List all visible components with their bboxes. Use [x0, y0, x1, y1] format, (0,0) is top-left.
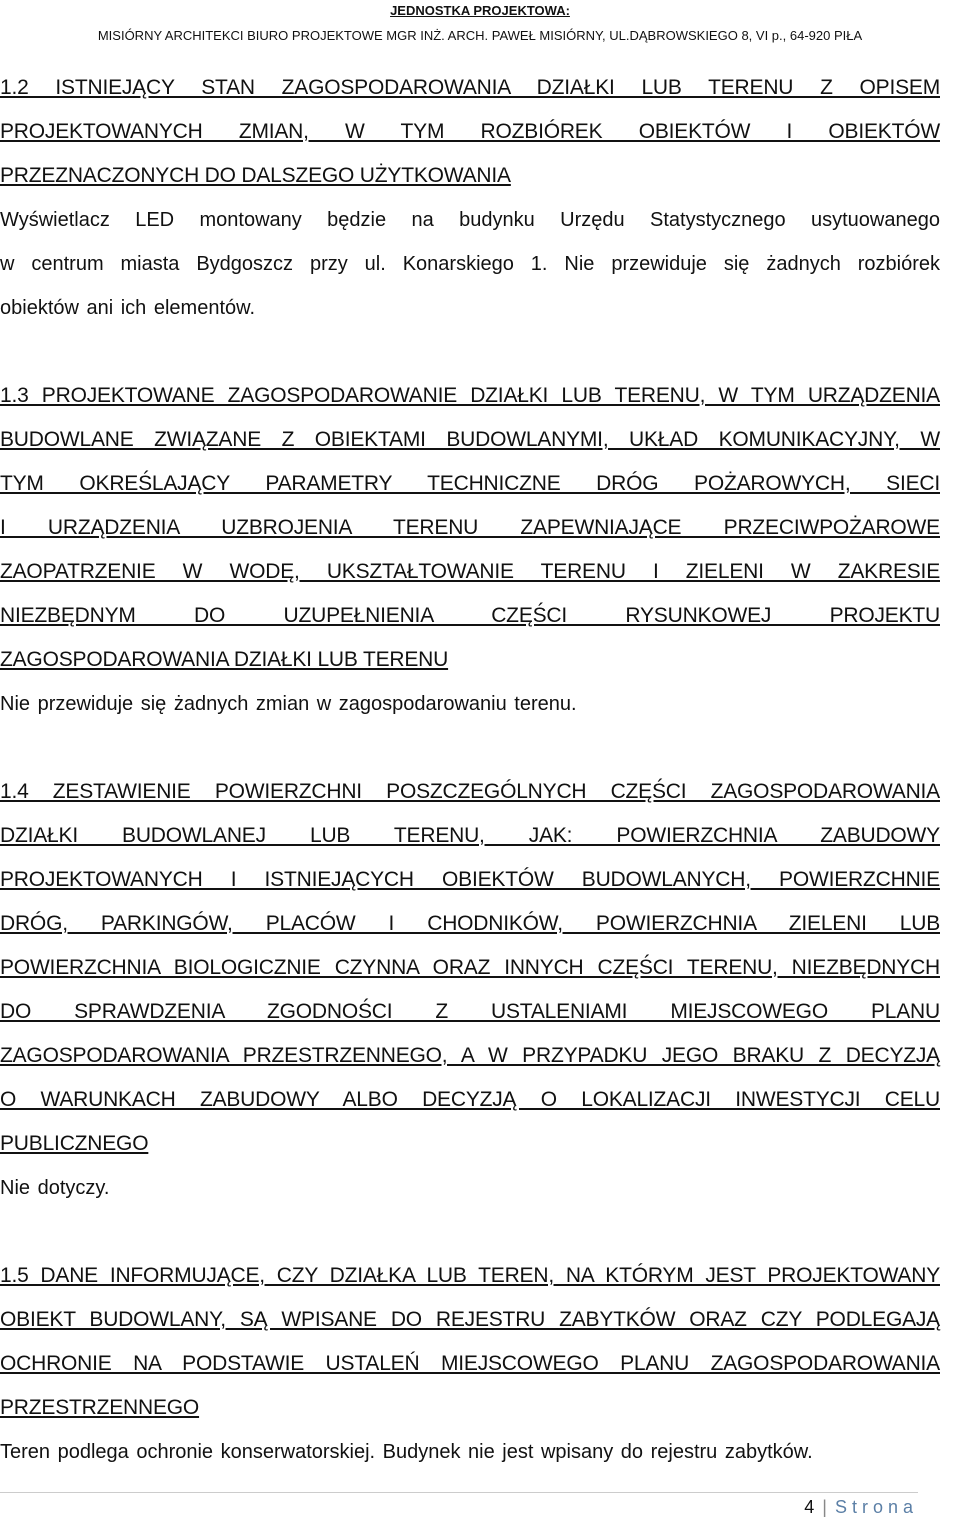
body-line: Nie dotyczy.	[0, 1177, 110, 1199]
page-footer	[0, 1492, 918, 1518]
heading-line: POWIERZCHNIA BIOLOGICZNIE CZYNNA ORAZ INNYCH CZĘŚCI TERENU, NIEZBĘDNYCH	[0, 956, 940, 979]
heading-line: O WARUNKACH ZABUDOWY ALBO DECYZJĄ O LOKALIZACJI INWESTYCJI CELU	[0, 1088, 940, 1111]
header-unit-address: MISIÓRNY ARCHITEKCI BIURO PROJEKTOWE MGR INŻ. ARCH. PAWEŁ MISIÓRNY, UL.DĄBROWSKIEGO 8, VI p., 64-920 PIŁA	[97, 28, 863, 43]
heading-line: PRZESTRZENNEGO	[0, 1396, 200, 1419]
body-line: Wyświetlacz LED montowany będzie na budynku Urzędu Statystycznego usytuowanego	[0, 209, 940, 231]
body-line: Nie przewiduje się żadnych zmian w zagospodarowaniu terenu.	[0, 693, 577, 715]
page-header	[0, 0, 960, 44]
body-line: obiektów ani ich elementów.	[0, 297, 256, 319]
heading-line: DRÓG, PARKINGÓW, PLACÓW I CHODNIKÓW, POWIERZCHNIA ZIELENI LUB	[0, 912, 940, 935]
body-line: w centrum miasta Bydgoszcz przy ul. Konarskiego 1. Nie przewiduje się żadnych rozbiórek	[0, 253, 940, 275]
section-heading	[0, 1254, 940, 1430]
section-1-5	[0, 1254, 940, 1474]
page-number: 4	[804, 1497, 815, 1517]
section-1-2	[0, 66, 940, 330]
heading-line: PRZEZNACZONYCH DO DALSZEGO UŻYTKOWANIA	[0, 164, 511, 187]
heading-line: 1.4 ZESTAWIENIE POWIERZCHNI POSZCZEGÓLNYCH CZĘŚCI ZAGOSPODAROWANIA	[0, 780, 940, 803]
body-line: Teren podlega ochronie konserwatorskiej. Budynek nie jest wpisany do rejestru zabytków.	[0, 1441, 813, 1463]
heading-line: PROJEKTOWANYCH I ISTNIEJĄCYCH OBIEKTÓW BUDOWLANYCH, POWIERZCHNIE	[0, 868, 940, 891]
footer-separator: |	[822, 1497, 827, 1517]
heading-line: ZAGOSPODAROWANIA DZIAŁKI LUB TERENU	[0, 648, 449, 671]
section-body	[0, 1166, 940, 1210]
section-1-3	[0, 374, 940, 726]
header-unit-title: JEDNOSTKA PROJEKTOWA:	[390, 3, 570, 18]
heading-line: ZAGOSPODAROWANIA PRZESTRZENNEGO, A W PRZYPADKU JEGO BRAKU Z DECYZJĄ	[0, 1044, 940, 1067]
heading-line: ZAOPATRZENIE W WODĘ, UKSZTAŁTOWANIE TERENU I ZIELENI W ZAKRESIE	[0, 560, 940, 583]
document-body	[0, 66, 940, 1474]
section-body	[0, 198, 940, 330]
heading-line: 1.3 PROJEKTOWANE ZAGOSPODAROWANIE DZIAŁKI LUB TERENU, W TYM URZĄDZENIA	[0, 384, 940, 407]
heading-line: DZIAŁKI BUDOWLANEJ LUB TERENU, JAK: POWIERZCHNIA ZABUDOWY	[0, 824, 940, 847]
section-body	[0, 682, 940, 726]
heading-line: TYM OKREŚLAJĄCY PARAMETRY TECHNICZNE DRÓG POŻAROWYCH, SIECI	[0, 472, 940, 495]
heading-line: BUDOWLANE ZWIĄZANE Z OBIEKTAMI BUDOWLANYMI, UKŁAD KOMUNIKACYJNY, W	[0, 428, 940, 451]
heading-line: PUBLICZNEGO	[0, 1132, 149, 1155]
section-heading	[0, 66, 940, 198]
heading-line: OBIEKT BUDOWLANY, SĄ WPISANE DO REJESTRU ZABYTKÓW ORAZ CZY PODLEGAJĄ	[0, 1308, 940, 1331]
section-heading	[0, 374, 940, 682]
page-label: Strona	[834, 1497, 918, 1517]
heading-line: 1.5 DANE INFORMUJĄCE, CZY DZIAŁKA LUB TEREN, NA KTÓRYM JEST PROJEKTOWANY	[0, 1264, 940, 1287]
heading-line: NIEZBĘDNYM DO UZUPEŁNIENIA CZĘŚCI RYSUNKOWEJ PROJEKTU	[0, 604, 940, 627]
section-body	[0, 1430, 940, 1474]
heading-line: PROJEKTOWANYCH ZMIAN, W TYM ROZBIÓREK OBIEKTÓW I OBIEKTÓW	[0, 120, 940, 143]
section-1-4	[0, 770, 940, 1210]
heading-line: DO SPRAWDZENIA ZGODNOŚCI Z USTALENIAMI MIEJSCOWEGO PLANU	[0, 1000, 940, 1023]
section-heading	[0, 770, 940, 1166]
heading-line: 1.2 ISTNIEJĄCY STAN ZAGOSPODAROWANIA DZIAŁKI LUB TERENU Z OPISEM	[0, 76, 940, 99]
heading-line: OCHRONIE NA PODSTAWIE USTALEŃ MIEJSCOWEGO PLANU ZAGOSPODAROWANIA	[0, 1352, 940, 1375]
heading-line: I URZĄDZENIA UZBROJENIA TERENU ZAPEWNIAJĄCE PRZECIWPOŻAROWE	[0, 516, 940, 539]
